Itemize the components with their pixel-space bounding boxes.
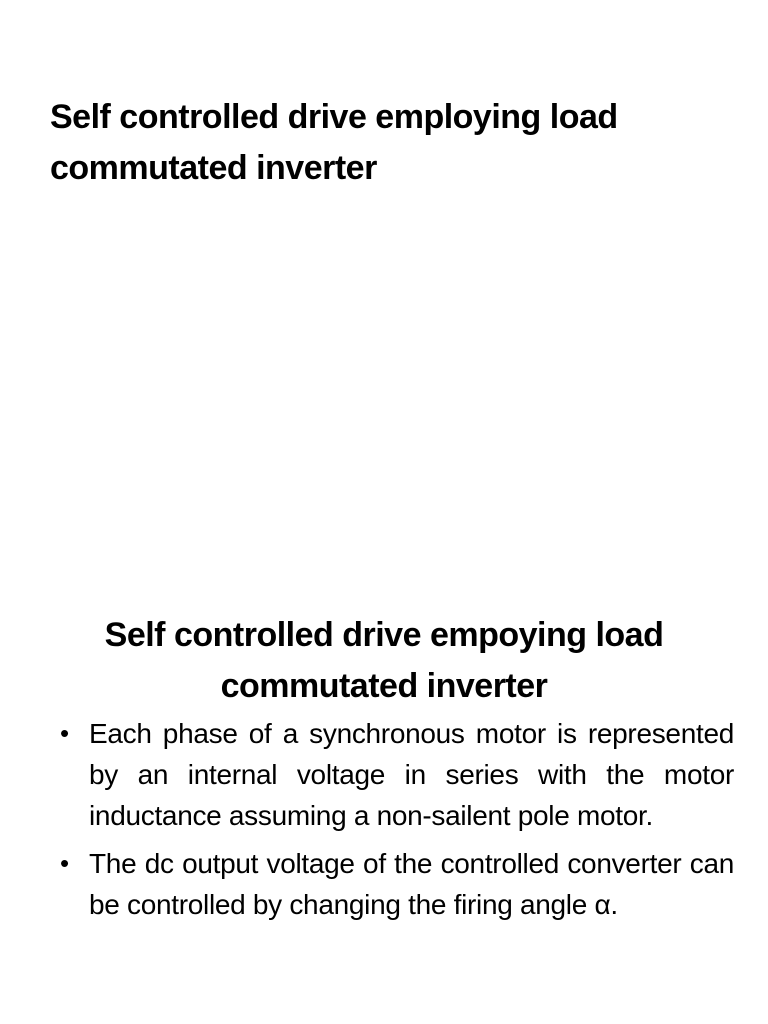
bullet-icon: • [60,718,69,748]
slide-heading: Self controlled drive empoying load commutated inverter [104,616,664,705]
bullet-list [58,713,734,932]
slide-title: Self controlled drive employing load commutated inverter [50,98,618,187]
bullet-item [58,713,734,836]
bullet-icon: • [60,848,69,878]
bullet-item [58,843,734,925]
bullet-text: Each phase of a synchronous motor is represented by an internal voltage in series with the motor inductance assuming a non-sailent pole motor. [89,718,734,831]
bullet-text: The dc output voltage of the controlled converter can be controlled by changing the firing angle α. [89,848,734,920]
